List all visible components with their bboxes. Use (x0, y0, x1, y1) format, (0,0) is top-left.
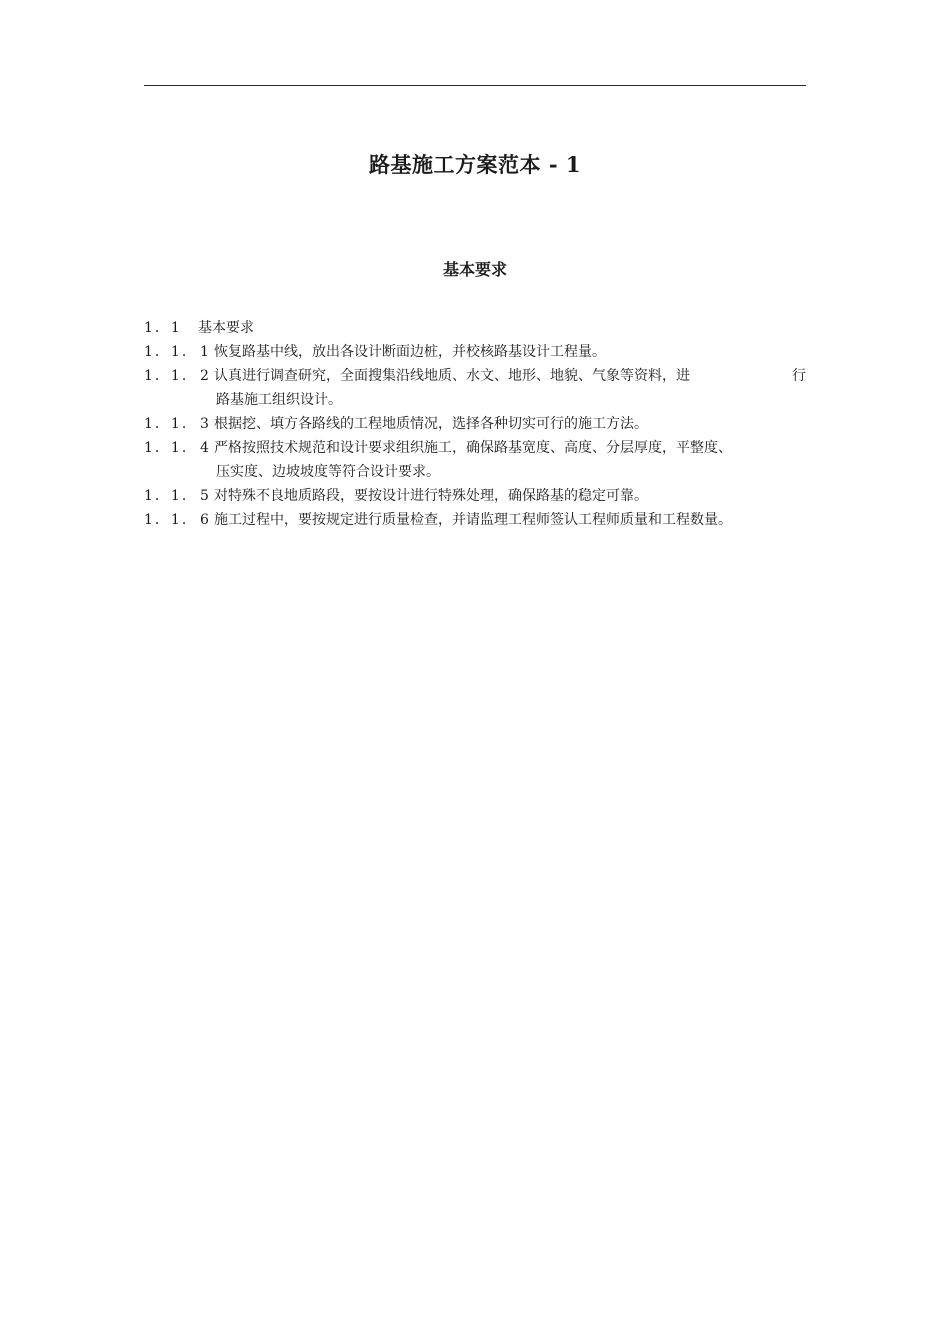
item-text: 施工过程中，要按规定进行质量检查，并请监理工程师签认工程师质量和工程数量。 (214, 512, 732, 528)
item-subnumber: 6 (200, 512, 209, 528)
item-text: 基本要求 (198, 320, 254, 336)
document-title: 路基施工方案范本 - 1 (369, 152, 581, 177)
item-number: 1．1 (144, 320, 182, 336)
item-subnumber: 5 (200, 488, 209, 504)
list-item (144, 412, 824, 436)
list-item (144, 364, 824, 388)
item-text-continuation: 路基施工组织设计。 (216, 392, 342, 408)
item-text-tail: 行 (792, 368, 806, 384)
item-text-continuation: 压实度、边坡坡度等符合设计要求。 (216, 464, 440, 480)
section-heading: 基本要求 (442, 260, 507, 279)
item-number: 1．1． (144, 488, 198, 504)
item-text: 认真进行调查研究，全面搜集沿线地质、水文、地形、地貌、气象等资料，进 (214, 368, 690, 384)
item-number: 1．1． (144, 344, 198, 360)
item-subnumber: 3 (200, 416, 209, 432)
list-item-heading (144, 316, 824, 340)
list-item (144, 340, 824, 364)
list-item (144, 508, 824, 532)
item-text: 恢复路基中线，放出各设计断面边桩，并校核路基设计工程量。 (214, 344, 606, 360)
item-text: 根据挖、填方各路线的工程地质情况，选择各种切实可行的施工方法。 (214, 416, 648, 432)
requirements-list (144, 316, 824, 532)
item-subnumber: 2 (200, 368, 209, 384)
item-text: 对特殊不良地质路段，要按设计进行特殊处理，确保路基的稳定可靠。 (214, 488, 648, 504)
item-number: 1．1． (144, 440, 198, 456)
item-number: 1．1． (144, 512, 198, 528)
header-rule (144, 85, 806, 86)
item-subnumber: 4 (200, 440, 209, 456)
item-text: 严格按照技术规范和设计要求组织施工，确保路基宽度、高度、分层厚度，平整度、 (214, 440, 732, 456)
list-item (144, 436, 824, 460)
item-number: 1．1． (144, 368, 198, 384)
item-subnumber: 1 (200, 344, 209, 360)
item-number: 1．1． (144, 416, 198, 432)
list-item (144, 484, 824, 508)
